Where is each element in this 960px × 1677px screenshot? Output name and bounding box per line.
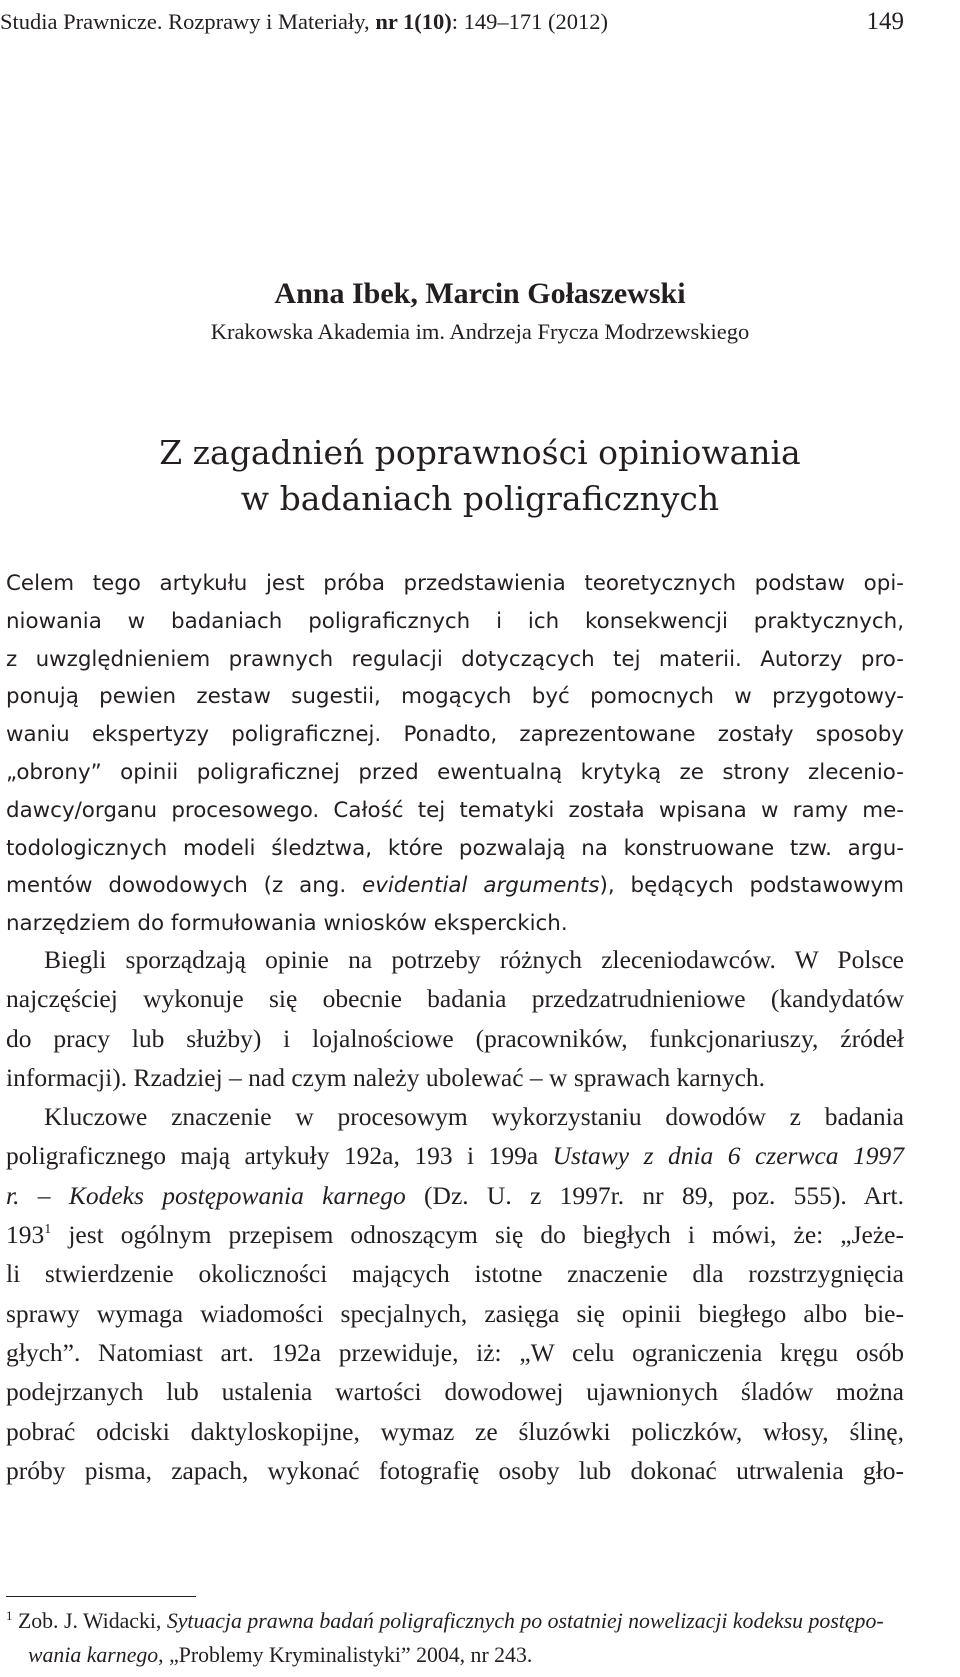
footnote-work-title: Sytuacja prawna badań poligraficznych po ostatniej nowelizacji kodeksu postępo- bbox=[166, 1609, 884, 1633]
body-line: najczęściej wykonuje się obecnie badania przedzatrudnieniowe (kandydatów bbox=[6, 984, 904, 1014]
body-line bbox=[6, 1176, 904, 1215]
abstract bbox=[6, 565, 904, 943]
journal-pages: : 149–171 (2012) bbox=[451, 9, 609, 34]
body-text-run: jest ogólnym przepisem odnoszącym się do biegłych i mówi, że: „Jeże- bbox=[51, 1220, 904, 1250]
body-line: podejrzanych lub ustalenia wartości dowodowej ujawnionych śladów można bbox=[6, 1377, 904, 1407]
footnote-line bbox=[6, 1604, 904, 1638]
running-header bbox=[0, 4, 904, 40]
abstract-line: todologicznych modeli śledztwa, które pozwalają na konstruowane tzw. argu- bbox=[6, 835, 904, 861]
journal-citation bbox=[0, 4, 608, 40]
body-line: informacji). Rzadziej – nad czym należy ubolewać – w sprawach karnych. bbox=[6, 1062, 766, 1092]
abstract-text: ), będących podstawowym bbox=[599, 873, 904, 899]
body-line: li stwierdzenie okoliczności mających istotne znaczenie dla rozstrzygnięcia bbox=[6, 1259, 904, 1289]
body-line: pobrać odciski daktyloskopijne, wymaz ze śluzówki policzków, włosy, ślinę, bbox=[6, 1416, 904, 1446]
body-line: Biegli sporządzają opinie na potrzeby różnych zleceniodawców. W Polsce bbox=[44, 945, 904, 974]
abstract-line: narzędziem do formułowania wniosków eksperckich. bbox=[6, 911, 568, 937]
footnote-divider bbox=[6, 1596, 196, 1597]
footnote-text: Zob. J. Widacki, bbox=[12, 1609, 167, 1633]
footnote-reference[interactable]: 1 bbox=[44, 1222, 52, 1238]
body-line bbox=[6, 1136, 904, 1175]
footnote bbox=[6, 1604, 904, 1672]
body-line: głych”. Natomiast art. 192a przewiduje, iż: „W celu ograniczenia kręgu osób bbox=[6, 1337, 904, 1367]
abstract-term: evidential arguments bbox=[362, 873, 600, 899]
page-number: 149 bbox=[866, 8, 904, 35]
footnote-mark: 1 bbox=[6, 1608, 13, 1623]
abstract-line: niowania w badaniach poligraficznych i ich konsekwencji praktycznych, bbox=[6, 608, 904, 634]
abstract-line bbox=[6, 867, 904, 905]
abstract-line: ponują pewien zestaw sugestii, mogących być pomocnych w przygotowy- bbox=[6, 684, 904, 710]
body-line: do pracy lub służby) i lojalnościowe (pracowników, funkcjonariuszy, źródeł bbox=[6, 1023, 904, 1053]
body-line: Kluczowe znaczenie w procesowym wykorzystaniu dowodów z badania bbox=[44, 1102, 904, 1132]
body-line: próby pisma, zapach, wykonać fotografię osoby lub dokonać utrwalenia gło- bbox=[6, 1455, 904, 1485]
body-line: sprawy wymaga wiadomości specjalnych, zasięga się opinii biegłego albo bie- bbox=[6, 1298, 904, 1328]
abstract-line: „obrony” opinii poligraficznej przed ewentualną krytyką ze strony zlecenio- bbox=[6, 759, 904, 785]
abstract-line: z uwzględnieniem prawnych regulacji dotyczących tej materii. Autorzy pro- bbox=[6, 646, 904, 672]
abstract-line: Celem tego artykułu jest próba przedstawienia teoretycznych podstaw opi- bbox=[6, 571, 904, 596]
statute-title: Ustawy z dnia 6 czerwca 1997 bbox=[552, 1141, 904, 1171]
title-line-1: Z zagadnień poprawności opiniowania bbox=[159, 433, 801, 472]
footnote-text: , „Problemy Kryminalistyki” 2004, nr 243. bbox=[158, 1643, 533, 1667]
footnote-work-title: wania karnego bbox=[28, 1643, 159, 1667]
author-affiliation: Krakowska Akademia im. Andrzeja Frycza Modrzewskiego bbox=[210, 319, 750, 344]
journal-name: Studia Prawnicze. Rozprawy i Materiały, bbox=[0, 9, 376, 34]
abstract-line: dawcy/organu procesowego. Całość tej tematyki została wpisana w ramy me- bbox=[6, 797, 904, 823]
body-text-run: poligraficznego mają artykuły 192a, 193 i 199a bbox=[6, 1141, 553, 1171]
body-text-run: (Dz. U. z 1997r. nr 89, poz. 555). Art. bbox=[405, 1180, 904, 1210]
body-line bbox=[6, 1215, 904, 1254]
article-title bbox=[0, 430, 960, 522]
body-text bbox=[6, 940, 904, 1490]
article-authors: Anna Ibek, Marcin Gołaszewski bbox=[274, 277, 686, 310]
body-text-run: 193 bbox=[6, 1220, 45, 1250]
abstract-text: mentów dowodowych (z ang. bbox=[6, 873, 363, 899]
abstract-line: waniu ekspertyzy poligraficznej. Ponadto, zaprezentowane zostały sposoby bbox=[6, 722, 904, 748]
journal-issue: nr 1(10) bbox=[375, 9, 452, 34]
title-line-2: w badaniach poligraficznych bbox=[240, 479, 720, 518]
statute-title: r. – Kodeks postępowania karnego bbox=[6, 1180, 406, 1210]
footnote-line bbox=[6, 1638, 904, 1672]
